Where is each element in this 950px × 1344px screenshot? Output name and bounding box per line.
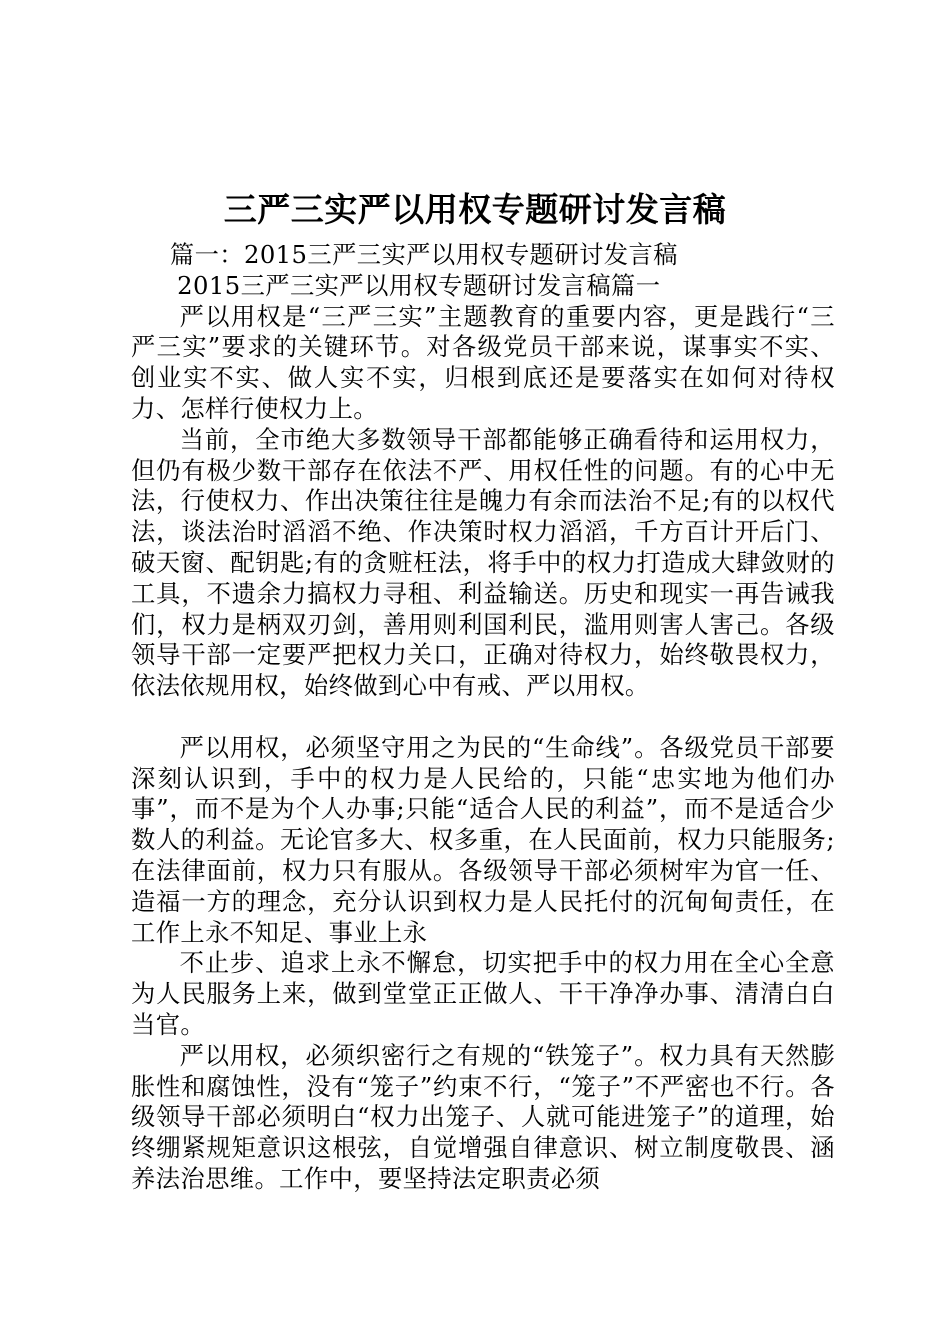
document-body xyxy=(131,240,835,1195)
paragraph-intro: 严以用权是“三严三实”主题教育的重要内容，更是践行“三严三实”要求的关键环节。对各级党员干部来说，谋事实不实、创业实不实、做人实不实，归根到底还是要落实在如何对待权力、怎样行使权力上。 xyxy=(131,301,835,423)
subheading-article-title: 2015三严三实严以用权专题研讨发言稿篇一 xyxy=(177,270,661,300)
paragraph-current-situation: 当前，全市绝大多数领导干部都能够正确看待和运用权力，但仍有极少数干部存在依法不严、用权任性的问题。有的心中无法，行使权力、作出决策往往是魄力有余而法治不足;有的以权代法，谈法治时滔滔不绝、作决策时权力滔滔，千方百计开后门、破天窗、配钥匙;有的贪赃枉法，将手中的权力打造成大肆敛财的工具，不遗余力搞权力寻租、利益输送。历史和现实一再告诫我们，权力是柄双刃剑，善用则利国利民，滥用则害人害己。各级领导干部一定要严把权力关口，正确对待权力，始终敬畏权力，依法依规用权，始终做到心中有戒、严以用权。 xyxy=(131,424,835,701)
blank-line xyxy=(131,702,835,733)
paragraph-iron-cage: 严以用权，必须织密行之有规的“铁笼子”。权力具有天然膨胀性和腐蚀性，没有“笼子”约束不行，“笼子”不严密也不行。各级领导干部必须明白“权力出笼子、人就可能进笼子”的道理，始终绷紧规矩意识这根弦，自觉增强自律意识、树立制度敬畏、涵养法治思维。工作中，要坚持法定职责必须 xyxy=(131,1040,835,1193)
paragraph-serve-people-continued: 不止步、追求上永不懈怠，切实把手中的权力用在全心全意为人民服务上来，做到堂堂正正做人、干干净净办事、清清白白当官。 xyxy=(131,948,835,1039)
subheading-chapter-one: 篇一：2015三严三实严以用权专题研讨发言稿 xyxy=(169,240,678,269)
document-title: 三严三实严以用权专题研讨发言稿 xyxy=(223,190,727,229)
paragraph-serve-people: 严以用权，必须坚守用之为民的“生命线”。各级党员干部要深刻认识到，手中的权力是人民给的，只能“忠实地为他们办事”，而不是为个人办事;只能“适合人民的利益”，而不是适合少数人的利益。无论官多大、权多重，在人民面前，权力只能服务;在法律面前，权力只有服从。各级领导干部必须树牢为官一任、造福一方的理念，充分认识到权力是人民托付的沉甸甸责任，在工作上永不知足、事业上永 xyxy=(131,732,835,947)
